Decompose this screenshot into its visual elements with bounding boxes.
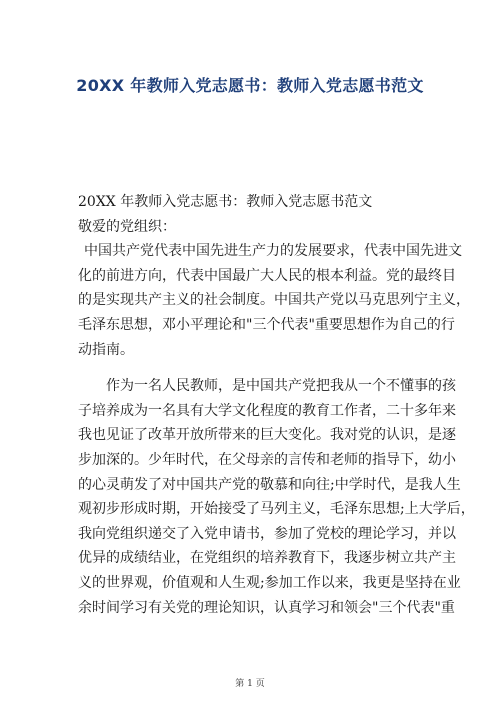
paragraph-line: 义的世界观，价值观和人生观;参加工作以来，我更是坚持在业 xyxy=(78,574,461,591)
document-subtitle: 20XX 年教师入党志愿书：教师入党志愿书范文 xyxy=(78,194,373,210)
paragraph-line: 我向党组织递交了入党申请书，参加了党校的理论学习，并以 xyxy=(78,525,456,542)
paragraph-line: 化的前进方向，代表中国最广大人民的根本利益。党的最终目 xyxy=(78,267,456,284)
paragraph-2 xyxy=(78,374,475,620)
paragraph-line: 子培养成为一名具有大学文化程度的教育工作者，二十多年来 xyxy=(78,402,456,419)
salutation: 敬爱的党组织： xyxy=(78,218,176,235)
paragraph-1 xyxy=(78,239,470,362)
paragraph-line: 我也见证了改革开放所带来的巨大变化。我对党的认识，是逐 xyxy=(78,427,456,444)
paragraph-line: 余时间学习有关党的理论知识，认真学习和领会"三个代表"重 xyxy=(78,599,455,616)
paragraph-line: 优异的成绩结业，在党组织的培养教育下，我逐步树立共产主 xyxy=(78,550,456,567)
paragraph-line: 毛泽东思想，邓小平理论和"三个代表"重要思想作为自己的行 xyxy=(78,316,455,333)
paragraph-line: 步加深的。少年时代，在父母亲的言传和老师的指导下，幼小 xyxy=(78,451,456,468)
paragraph-line: 的是实现共产主义的社会制度。中国共产党以马克思列宁主义， xyxy=(78,292,470,309)
paragraph-line: 作为一名人民教师，是中国共产党把我从一个不懂事的孩 xyxy=(106,378,456,395)
paragraph-line: 动指南。 xyxy=(78,341,134,358)
paragraph-line: 观初步形成时期，开始接受了马列主义，毛泽东思想;上大学后， xyxy=(78,501,475,518)
page-number: 第 1 页 xyxy=(235,679,265,689)
document-body xyxy=(78,190,475,620)
paragraph-line: 中国共产党代表中国先进生产力的发展要求，代表中国先进文 xyxy=(84,243,462,260)
paragraph-line: 的心灵萌发了对中国共产党的敬慕和向往;中学时代，是我人生 xyxy=(78,476,461,493)
document-title: 20XX 年教师入党志愿书：教师入党志愿书范文 xyxy=(76,76,424,95)
